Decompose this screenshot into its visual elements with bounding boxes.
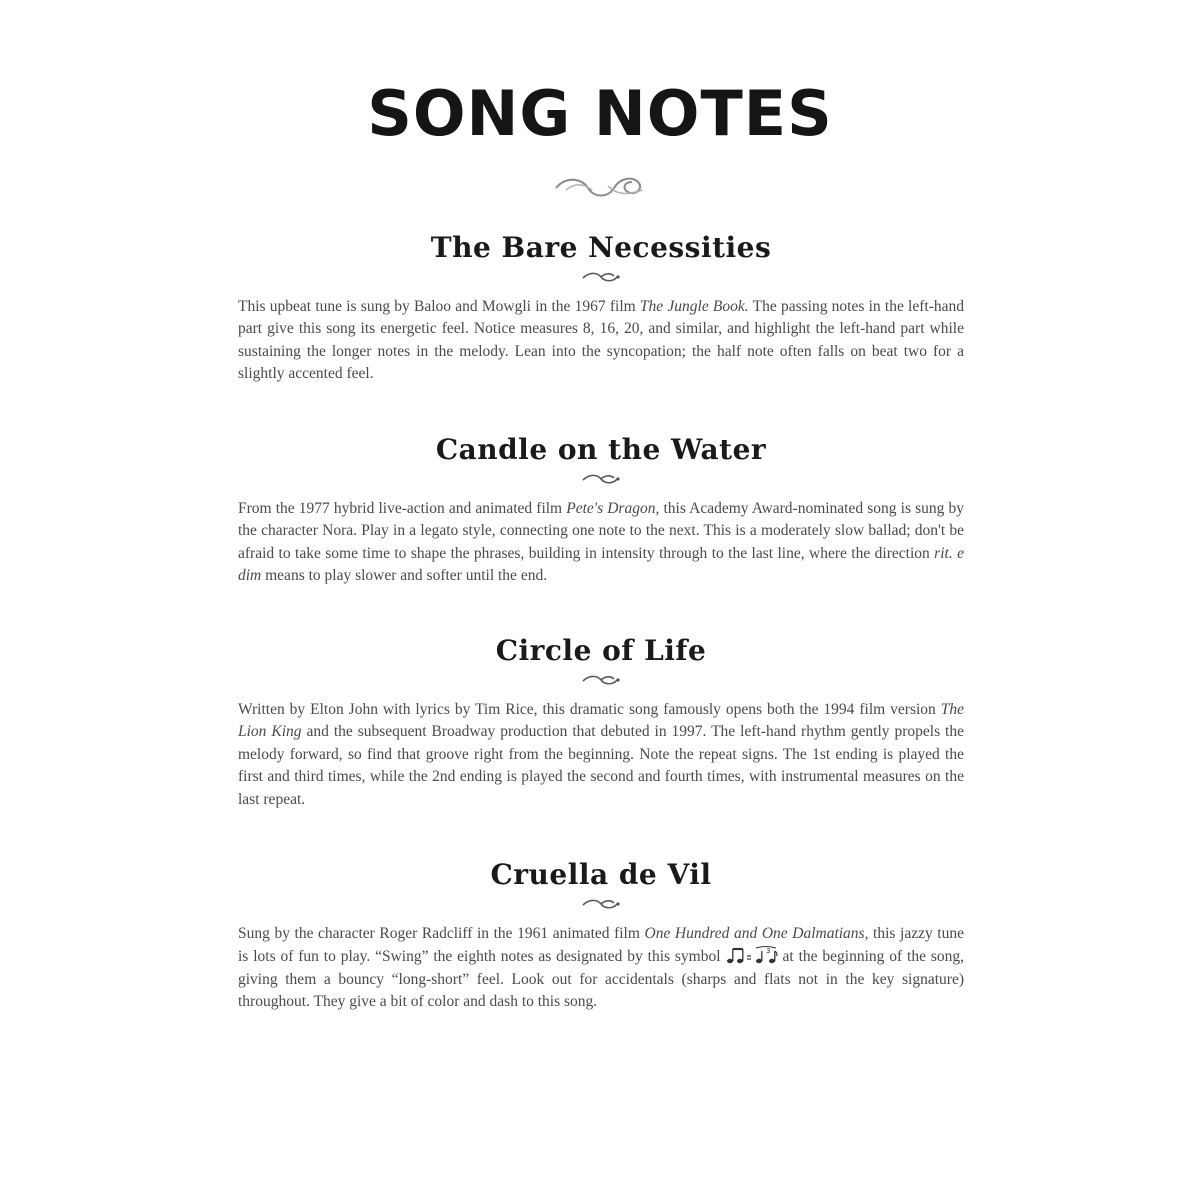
song-section-candle-on-the-water <box>238 432 964 588</box>
film-title: Pete's Dragon, <box>566 500 660 517</box>
song-title: The Bare Necessities <box>430 231 772 264</box>
header-flourish-ornament <box>552 168 648 204</box>
svg-text:3: 3 <box>765 947 771 956</box>
song-description: This upbeat tune is sung by Baloo and Mowgli in the 1967 film The Jungle Book. The passing notes in the left-hand part give this song its energetic feel. Notice measures 8, 16, 20, and similar, and highlight the left-hand part while sustaining the longer notes in the melody. Lean into the syncopation; the half note often falls on beat two for a slightly accented feel. <box>238 298 964 383</box>
song-section-circle-of-life <box>238 633 964 811</box>
page-title: SONG NOTES <box>367 77 833 150</box>
song-title: Candle on the Water <box>435 433 767 466</box>
song-title: Circle of Life <box>495 634 707 667</box>
swirl-divider-icon <box>581 897 621 911</box>
song-title: Cruella de Vil <box>490 858 712 891</box>
film-title: The Jungle Book. <box>639 298 749 315</box>
song-description: From the 1977 hybrid live-action and animated film Pete's Dragon, this Academy Award-nominated song is sung by the character Nora. Play in a legato style, connecting one note to the next. This is a moderately slow ballad; don't be afraid to take some time to shape the phrases, building in intensity through to the last line, where the direction rit. e dim means to play slower and softer until the end. <box>238 500 964 585</box>
film-title: The Lion King <box>238 701 964 741</box>
song-section-cruella-de-vil <box>238 857 964 1014</box>
musical-term: rit. e dim <box>238 544 964 585</box>
swing-eighth-notes-icon <box>725 945 779 965</box>
swirl-divider-icon <box>581 673 621 687</box>
film-title: One Hundred and One Dalmatians, <box>644 925 869 942</box>
song-description: Written by Elton John with lyrics by Tim Rice, this dramatic song famously opens both the 1994 film version The Lion King and the subsequent Broadway production that debuted in 1997. The left-hand rhythm gently propels the melody forward, so find that groove right from the beginning. Note the repeat signs. The 1st ending is played the first and third times, while the 2nd ending is played the second and fourth times, with instrumental measures on the last repeat. <box>238 701 964 808</box>
swirl-divider-icon <box>581 472 621 486</box>
song-description: Sung by the character Roger Radcliff in the 1961 animated film One Hundred and One Dalmatians, this jazzy tune is lots of fun to play. “Swing” the eighth notes as designated by this symbol 3 at the beginning of the song, giving them a bouncy “long-short” feel. Look out for accidentals (sharps and flats not in the key signature) throughout. They give a bit of color and dash to this song. <box>238 925 964 1011</box>
swirl-divider-icon <box>581 270 621 284</box>
song-section-bare-necessities <box>238 230 964 386</box>
